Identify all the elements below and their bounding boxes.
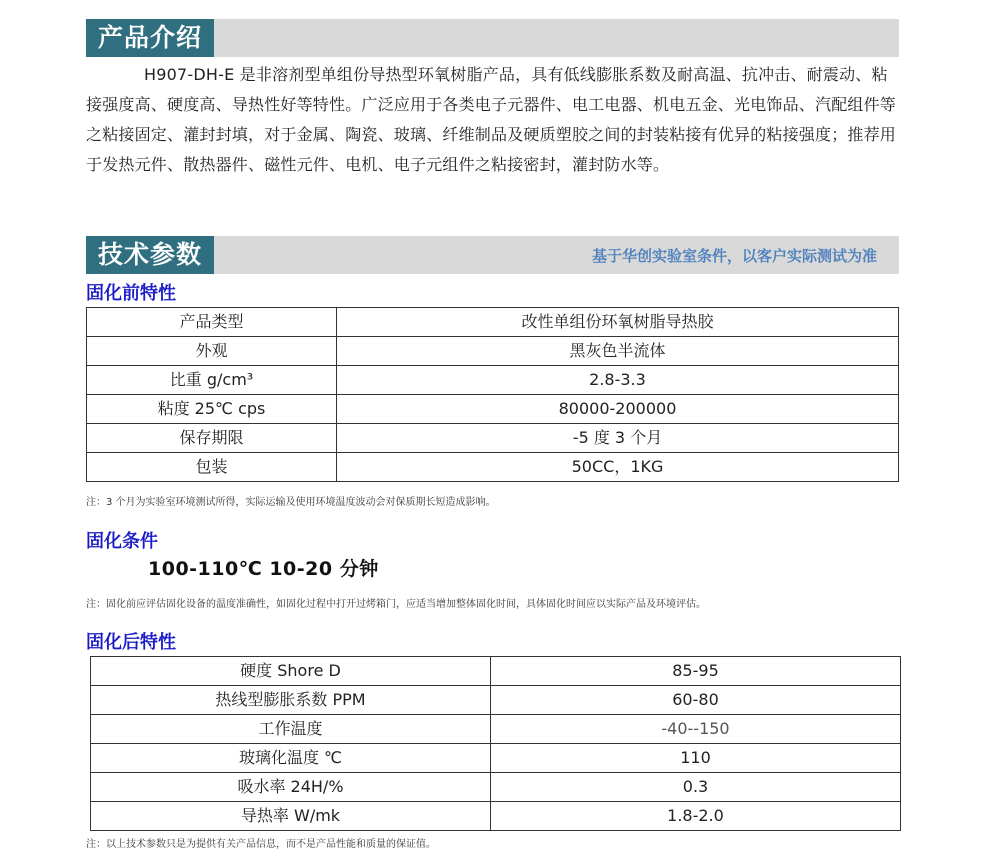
post-cure-label: 工作温度 — [91, 715, 491, 744]
pre-cure-value: 50CC，1KG — [337, 453, 899, 482]
params-section-bar — [86, 236, 899, 274]
post-cure-heading: 固化后特性 — [86, 632, 176, 653]
post-cure-label: 玻璃化温度 ℃ — [91, 744, 491, 773]
pre-cure-label: 外观 — [87, 337, 337, 366]
table-row — [91, 744, 901, 773]
pre-cure-note: 注：3 个月为实验室环境测试所得，实际运输及使用环境温度波动会对保质期长短造成影响。 — [86, 497, 496, 508]
table-row — [91, 773, 901, 802]
table-row — [91, 657, 901, 686]
post-cure-label: 导热率 W/mk — [91, 802, 491, 831]
table-row — [87, 366, 899, 395]
cure-condition-value: 100-110℃ 10-20 分钟 — [148, 558, 379, 580]
pre-cure-table — [86, 307, 899, 482]
params-section-title: 技术参数 — [86, 236, 214, 274]
post-cure-label: 热线型膨胀系数 PPM — [91, 686, 491, 715]
post-cure-note: 注：以上技术参数只是为提供有关产品信息，而不是产品性能和质量的保证值。 — [86, 839, 436, 850]
post-cure-value: 1.8-2.0 — [491, 802, 901, 831]
post-cure-value: 60-80 — [491, 686, 901, 715]
intro-section-title: 产品介绍 — [86, 19, 214, 57]
pre-cure-value: 80000-200000 — [337, 395, 899, 424]
pre-cure-value: -5 度 3 个月 — [337, 424, 899, 453]
intro-section-bar — [86, 19, 899, 57]
table-row — [91, 715, 901, 744]
pre-cure-heading: 固化前特性 — [86, 283, 176, 304]
table-row — [87, 308, 899, 337]
post-cure-label: 吸水率 24H/% — [91, 773, 491, 802]
table-row — [87, 424, 899, 453]
pre-cure-label: 产品类型 — [87, 308, 337, 337]
post-cure-value: 85-95 — [491, 657, 901, 686]
pre-cure-label: 保存期限 — [87, 424, 337, 453]
pre-cure-value: 黑灰色半流体 — [337, 337, 899, 366]
pre-cure-value: 改性单组份环氧树脂导热胶 — [337, 308, 899, 337]
cure-condition-heading: 固化条件 — [86, 531, 158, 552]
params-section-note: 基于华创实验室条件，以客户实际测试为准 — [591, 247, 877, 265]
post-cure-value: 0.3 — [491, 773, 901, 802]
table-row — [87, 395, 899, 424]
post-cure-label: 硬度 Shore D — [91, 657, 491, 686]
pre-cure-label: 包装 — [87, 453, 337, 482]
table-row — [91, 686, 901, 715]
pre-cure-value: 2.8-3.3 — [337, 366, 899, 395]
post-cure-value: 110 — [491, 744, 901, 773]
intro-paragraph: H907-DH-E 是非溶剂型单组份导热型环氧树脂产品，具有低线膨胀系数及耐高温、抗冲击、耐震动、粘接强度高、硬度高、导热性好等特性。广泛应用于各类电子元器件、电工电器、机电五金、光电饰品、汽配组件等之粘接固定、灌封封填，对于金属、陶瓷、玻璃、纤维制品及硬质塑胶之间的封装粘接有优异的粘接强度；推荐用于发热元件、散热器件、磁性元件、电机、电子元组件之粘接密封，灌封防水等。 — [86, 65, 897, 174]
pre-cure-label: 粘度 25℃ cps — [87, 395, 337, 424]
post-cure-table — [90, 656, 901, 831]
table-row — [87, 453, 899, 482]
table-row — [91, 802, 901, 831]
pre-cure-label: 比重 g/cm³ — [87, 366, 337, 395]
cure-condition-note: 注：固化前应评估固化设备的温度准确性，如固化过程中打开过烤箱门，应适当增加整体固化时间，具体固化时间应以实际产品及环境评估。 — [86, 599, 706, 610]
table-row — [87, 337, 899, 366]
post-cure-value: -40--150 — [491, 715, 901, 744]
